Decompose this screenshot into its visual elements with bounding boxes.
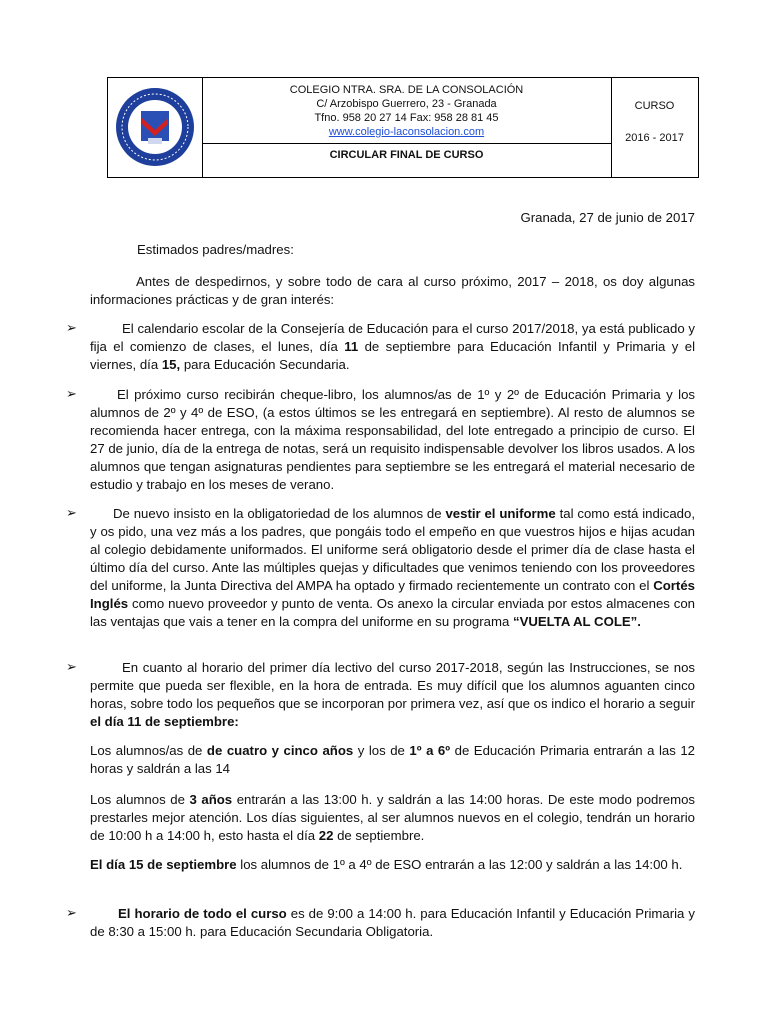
- school-info: [202, 78, 611, 144]
- paragraph-uniforme: De nuevo insisto en la obligatoriedad de los alumnos de vestir el uniforme tal como está indicado, y os pido, una vez más a los padres, que pongáis todo el empeño en que vuestros hijos e hijas acudan al colegio debidamente uniformados. El uniforme será obligatorio desde el primer día de clase hasta el último día del curso. Ante las múltiples quejas y dificultades que venimos teniendo con los proveedores del uniforme, la Junta Directiva del AMPA ha optado y firmado recientemente un contrato con el Cortés Inglés como nuevo proveedor y punto de venta. Os anexo la circular enviada por estos almacenes con las ventajas que vais a tener en la compra del uniforme en su programa “VUELTA AL COLE”.: [90, 506, 695, 629]
- bullet-arrow-icon: ➢: [66, 505, 77, 520]
- circular-title: CIRCULAR FINAL DE CURSO: [329, 149, 484, 161]
- school-name: COLEGIO NTRA. SRA. DE LA CONSOLACIÓN: [289, 84, 524, 96]
- logo-cell: [108, 78, 203, 177]
- paragraph-tres-anos: Los alumnos de 3 años entrarán a las 13:00 h. y saldrán a las 14:00 horas. De este modo podremos prestarles mejor atención. Los días siguientes, al ser alumnos nuevos en el colegio, tendrán un horario de 10:00 h a 14:00 h, esto hasta el día 22 de septiembre.: [90, 792, 695, 843]
- header-info-cell: [202, 78, 612, 177]
- letter-intro: Antes de despedirnos, y sobre todo de cara al curso próximo, 2017 – 2018, os doy algunas informaciones prácticas y de gran interés:: [90, 274, 695, 307]
- header-table: [107, 77, 699, 178]
- bullet-arrow-icon: ➢: [66, 386, 77, 401]
- bullet-arrow-icon: ➢: [66, 905, 77, 920]
- school-phone: Tfno. 958 20 27 14 Fax: 958 28 81 45: [314, 112, 499, 124]
- paragraph-cheque-libro: El próximo curso recibirán cheque-libro, los alumnos/as de 1º y 2º de Educación Primaria y los alumnos de 2º y 4º de ESO, (a estos últimos se les entregará en septiembre). Al resto de alumnos se recomienda hacer entrega, con la máxima responsabilidad, del lote entregado a principio de curso. El 27 de junio, día de la entrega de notas, será un requisito indispensable devolver los libros usados. A los alumnos que tengan asignaturas pendientes para septiembre se les entregará el material necesario de estudio y trabajo en los meses de verano.: [90, 387, 695, 492]
- curso-cell: [611, 78, 698, 177]
- letter-date: Granada, 27 de junio de 2017: [520, 210, 695, 225]
- school-logo: [108, 78, 202, 177]
- curso-label: CURSO: [634, 100, 675, 112]
- paragraph-calendar: El calendario escolar de la Consejería de Educación para el curso 2017/2018, ya está publicado y fija el comienzo de clases, el lunes, día 11 de septiembre para Educación Infantil y Primaria y el viernes, día 15, para Educación Secundaria.: [90, 321, 695, 372]
- paragraph-eso: El día 15 de septiembre los alumnos de 1º a 4º de ESO entrarán a las 12:00 y saldrán a las 14:00 h.: [90, 857, 683, 872]
- letter-greeting: Estimados padres/madres:: [137, 242, 294, 257]
- school-website-link[interactable]: www.colegio-laconsolacion.com: [328, 126, 485, 138]
- paragraph-infantil-primaria: Los alumnos/as de de cuatro y cinco años y los de 1º a 6º de Educación Primaria entrarán a las 12 horas y saldrán a las 14: [90, 743, 696, 776]
- paragraph-horario-curso: El horario de todo el curso es de 9:00 a 14:00 h. para Educación Infantil y Educación Primaria y de 8:30 a 15:00 h. para Educación Secundaria Obligatoria.: [90, 906, 695, 939]
- school-address: C/ Arzobispo Guerrero, 23 - Granada: [316, 98, 497, 110]
- bullet-arrow-icon: ➢: [66, 320, 77, 335]
- bullet-arrow-icon: ➢: [66, 659, 77, 674]
- paragraph-horario-primer-dia: En cuanto al horario del primer día lectivo del curso 2017-2018, según las Instrucciones, se nos permite que pueda ser flexible, en la hora de entrada. Es muy difícil que los alumnos aguanten cinco horas, sobre todo los pequeños que se incorporan por primera vez, así que os indico el horario a seguir el día 11 de septiembre:: [90, 660, 695, 729]
- curso-years: 2016 - 2017: [625, 132, 684, 144]
